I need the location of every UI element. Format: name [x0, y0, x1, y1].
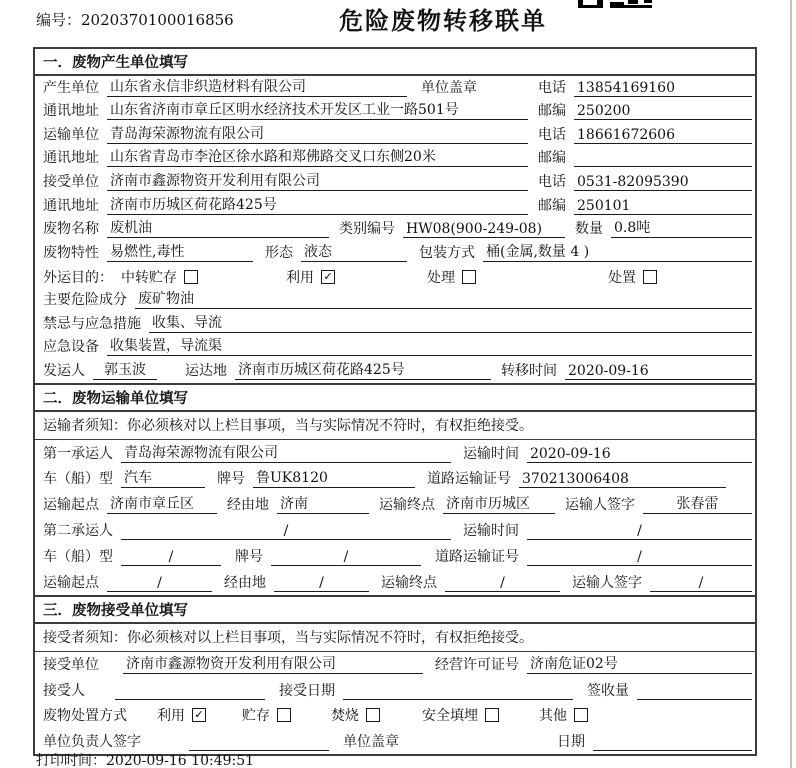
carrier-sign1-label: 运输人签字 [565, 497, 635, 514]
received-qty-value [637, 699, 752, 700]
transporter-notice: 运输者须知：你必须核对以上栏目事项，当与实际情况不符时，有权拒绝接受。 [35, 412, 755, 440]
road-license2-label: 道路运输证号 [435, 548, 519, 565]
serial-label: 编号： [36, 11, 82, 29]
receiver-notice: 接受者须知：你必须核对以上栏目事项，当与实际情况不符时，有权拒绝接受。 [35, 624, 755, 652]
packing-method-value: 桶(金属,数量 4 ) [483, 241, 752, 262]
purpose-dispose-label: 处置 [608, 269, 636, 286]
producer-phone-label: 电话 [538, 79, 566, 96]
print-time-value: 2020-09-16 10:49:51 [106, 753, 255, 768]
transport-unit-label: 运输单位 [43, 126, 99, 143]
transport-time1-label: 运输时间 [463, 445, 519, 462]
accepting-person-label: 接受人 [43, 682, 85, 699]
origin2-value: / [107, 575, 212, 592]
section3-heading: 三．废物接受单位填写 [35, 597, 755, 624]
transport-zip-value [574, 166, 752, 167]
disposal-option-incinerate [331, 705, 380, 725]
receiver-address-row [35, 194, 755, 218]
receiver-phone-value: 0531-82095390 [574, 174, 752, 191]
transport-unit-value: 青岛海荣源物流有限公司 [107, 123, 528, 144]
print-time-label: 打印时间： [36, 753, 106, 768]
producer-unit-label: 产生单位 [43, 79, 99, 96]
accept-date-label: 接受日期 [279, 682, 335, 699]
purpose-option-treat [427, 267, 476, 287]
plate1-value: 鲁UK8120 [253, 467, 415, 488]
transport-phone-value: 18661672606 [574, 127, 752, 144]
waste-form-label: 形态 [265, 244, 293, 261]
emergency-equipment-label: 应急设备 [43, 339, 99, 356]
purpose-option-storage-transfer [121, 267, 198, 287]
waste-category-label: 类别编号 [339, 221, 395, 238]
destination-value: 济南市历城区荷花路425号 [235, 359, 491, 380]
taboo-measures-value: 收集、导流 [149, 312, 752, 333]
operating-license-value: 济南危证02号 [527, 653, 752, 674]
endpoint1-label: 运输终点 [379, 497, 435, 514]
vehicle2-type-label: 车（船）型 [43, 548, 113, 565]
disposal-incinerate-checkbox [366, 708, 380, 722]
second-carrier-row [35, 517, 755, 543]
first-carrier-row [35, 440, 755, 466]
hazardous-waste-transfer-form [33, 47, 757, 756]
emergency-equipment-row [35, 336, 755, 360]
shipper-row [35, 359, 755, 383]
responsible-sign-label: 单位负责人签字 [43, 733, 141, 750]
disposal-utilize-checkbox [192, 708, 206, 722]
disposal-landfill-label: 安全填埋 [422, 708, 478, 725]
waste-form-value: 液态 [301, 241, 407, 262]
print-time [36, 750, 254, 768]
transport-address-label: 通讯地址 [43, 150, 99, 167]
plate1-label: 牌号 [217, 471, 245, 488]
shipper-label: 发运人 [43, 362, 85, 379]
first-carrier-value: 青岛海荣源物流有限公司 [121, 442, 451, 463]
transport-unit-row [35, 123, 755, 147]
disposal-method-row [35, 703, 755, 729]
scan-edge-line [790, 0, 792, 768]
transport-address-row [35, 147, 755, 171]
producer-zip-label: 邮编 [538, 103, 566, 120]
disposal-other-checkbox [574, 708, 588, 722]
producer-unit-value: 山东省永信非织造材料有限公司 [107, 76, 407, 97]
sign-date-value [593, 750, 752, 751]
section-transporter [35, 383, 755, 595]
main-hazard-row [35, 288, 755, 312]
waste-name-label: 废物名称 [43, 221, 99, 238]
disposal-incinerate-label: 焚烧 [331, 708, 359, 725]
vehicle2-type-value: / [121, 549, 221, 566]
waste-qty-value: 0.8吨 [611, 217, 752, 238]
disposal-store-label: 贮存 [242, 708, 270, 725]
transfer-time-label: 转移时间 [501, 362, 557, 379]
road-license1-label: 道路运输证号 [427, 471, 511, 488]
disposal-utilize-label: 利用 [157, 708, 185, 725]
producer-address-value: 山东省济南市章丘区明水经济技术开发区工业一路501号 [107, 99, 528, 120]
disposal-option-landfill [422, 705, 499, 725]
qr-code-fragment [578, 0, 652, 8]
serial-value: 2020370100016856 [81, 11, 234, 29]
page-title: 危险废物转移联单 [339, 6, 547, 35]
route1-row [35, 491, 755, 517]
disposal-method-label: 废物处置方式 [43, 708, 127, 725]
transport-time2-label: 运输时间 [463, 522, 519, 539]
vehicle1-row [35, 466, 755, 492]
purpose-storage-transfer-checkbox [184, 270, 198, 284]
carrier-sign2-value: / [650, 575, 752, 592]
disposal-option-store [242, 705, 291, 725]
sign-date-label: 日期 [557, 733, 585, 750]
vehicle2-row [35, 543, 755, 569]
disposal-landfill-checkbox [485, 708, 499, 722]
carrier-sign1-value: 张春雷 [643, 493, 752, 514]
taboo-measures-label: 禁忌与应急措施 [43, 315, 141, 332]
endpoint2-value: / [445, 575, 560, 592]
purpose-dispose-checkbox [643, 270, 657, 284]
via2-label: 经由地 [224, 574, 266, 591]
purpose-treat-checkbox [462, 270, 476, 284]
producer-address-row [35, 100, 755, 124]
waste-category-value: HW08(900-249-08) [403, 221, 565, 238]
receiver-address-value: 济南市历城区荷花路425号 [107, 194, 528, 215]
unit-seal-label: 单位盖章 [421, 79, 477, 96]
section-receiver [35, 595, 755, 754]
waste-character-value: 易燃性,毒性 [107, 241, 253, 262]
purpose-option-utilize [286, 267, 335, 287]
receiver-phone-label: 电话 [538, 173, 566, 190]
section-producer [35, 49, 755, 383]
main-hazard-label: 主要危险成分 [43, 291, 127, 308]
receiver-address-label: 通讯地址 [43, 197, 99, 214]
section1-heading: 一．废物产生单位填写 [35, 49, 755, 76]
packing-method-label: 包装方式 [419, 244, 475, 261]
producer-address-label: 通讯地址 [43, 103, 99, 120]
via2-value: / [274, 575, 369, 592]
first-carrier-label: 第一承运人 [43, 445, 113, 462]
origin1-value: 济南市章丘区 [107, 493, 217, 514]
endpoint1-value: 济南市历城区 [443, 493, 555, 514]
main-hazard-value: 废矿物油 [135, 288, 752, 309]
waste-character-label: 废物特性 [43, 244, 99, 261]
receiver-unit-value: 济南市鑫源物资开发利用有限公司 [107, 170, 528, 191]
route2-row [35, 569, 755, 595]
disposal-other-label: 其他 [539, 708, 567, 725]
waste-character-row [35, 241, 755, 265]
via1-value: 济南 [277, 493, 369, 514]
unit-seal2-label: 单位盖章 [343, 733, 399, 750]
producer-unit-row [35, 76, 755, 100]
transfer-purpose-row [35, 265, 755, 289]
shipper-value: 郭玉波 [93, 359, 157, 380]
purpose-option-dispose [608, 267, 657, 287]
operating-license-label: 经营许可证号 [435, 657, 519, 673]
origin2-label: 运输起点 [43, 574, 99, 591]
transport-time1-value: 2020-09-16 [527, 446, 752, 463]
transfer-time-value: 2020-09-16 [565, 363, 752, 380]
producer-phone-value: 13854169160 [574, 80, 752, 97]
accepting-unit-label: 接受单位 [43, 657, 99, 673]
purpose-utilize-label: 利用 [286, 269, 314, 286]
vehicle1-type-label: 车（船）型 [43, 471, 113, 488]
plate2-label: 牌号 [235, 548, 263, 565]
accepting-person-value [115, 699, 265, 700]
emergency-equipment-value: 收集装置，导流渠 [107, 335, 752, 356]
accepting-unit-value: 济南市鑫源物资开发利用有限公司 [123, 653, 423, 674]
waste-name-row [35, 218, 755, 242]
transport-phone-label: 电话 [538, 126, 566, 143]
accepting-person-row [35, 677, 755, 703]
carrier-sign2-label: 运输人签字 [572, 574, 642, 591]
road-license1-value: 370213006408 [519, 471, 726, 488]
transport-address-value: 山东省青岛市李沧区徐水路和郑佛路交叉口东侧20米 [107, 146, 528, 167]
receiver-zip-value: 250101 [574, 198, 752, 215]
purpose-storage-transfer-label: 中转贮存 [121, 269, 177, 286]
waste-name-value: 废机油 [107, 217, 329, 238]
disposal-option-other [539, 705, 588, 725]
producer-zip-value: 250200 [574, 103, 752, 120]
origin1-label: 运输起点 [43, 497, 99, 514]
received-qty-label: 签收量 [587, 682, 629, 699]
vehicle1-type-value: 汽车 [121, 467, 205, 488]
second-carrier-value: / [121, 523, 451, 540]
via1-label: 经由地 [227, 497, 269, 514]
accept-date-value [343, 699, 573, 700]
second-carrier-label: 第二承运人 [43, 522, 113, 539]
disposal-store-checkbox [277, 708, 291, 722]
taboo-measures-row [35, 312, 755, 336]
accepting-unit-row [35, 652, 755, 678]
waste-qty-label: 数量 [575, 221, 603, 238]
transfer-purpose-label: 外运目的： [43, 269, 113, 286]
section2-heading: 二．废物运输单位填写 [35, 385, 755, 412]
transport-zip-label: 邮编 [538, 150, 566, 167]
purpose-treat-label: 处理 [427, 269, 455, 286]
plate2-value: / [271, 549, 421, 566]
road-license2-value: / [527, 549, 752, 566]
disposal-option-utilize [157, 705, 206, 725]
destination-label: 运达地 [185, 362, 227, 379]
purpose-utilize-checkbox [321, 270, 335, 284]
receiver-unit-row [35, 170, 755, 194]
receiver-unit-label: 接受单位 [43, 173, 99, 190]
transport-time2-value: / [527, 523, 752, 540]
endpoint2-label: 运输终点 [381, 574, 437, 591]
receiver-zip-label: 邮编 [538, 197, 566, 214]
